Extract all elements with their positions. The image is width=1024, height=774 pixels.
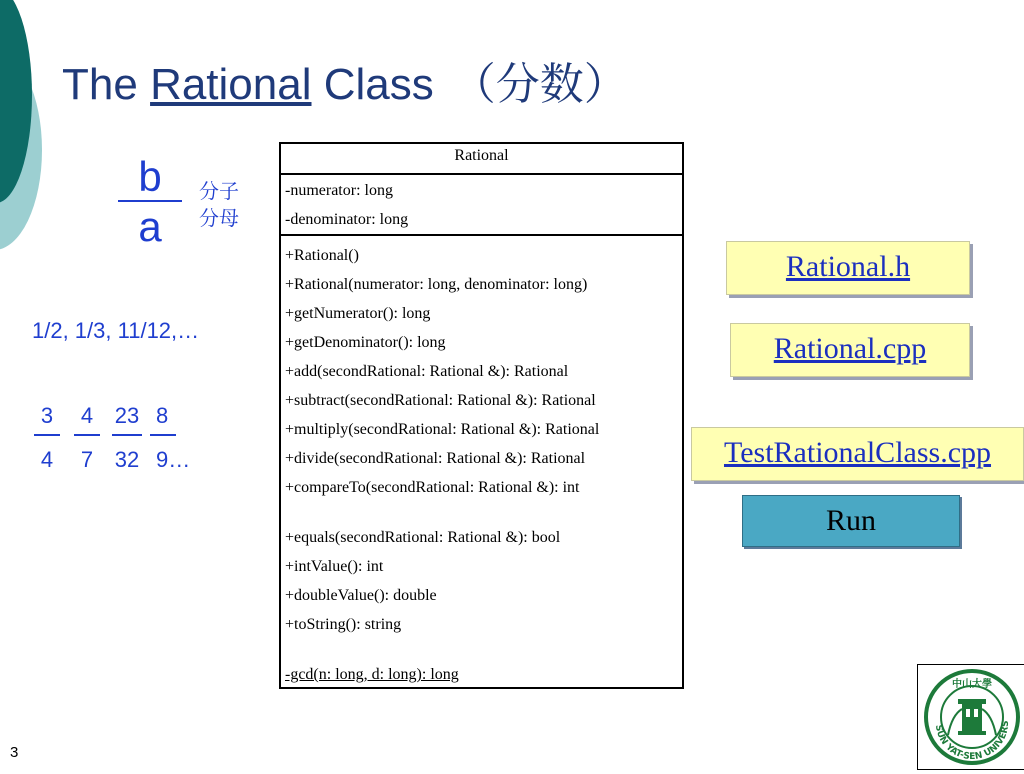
title-suffix: Class [323,60,434,109]
title-rational-word: Rational [150,60,312,109]
uml-method: +add(secondRational: Rational &): Rational [285,363,569,380]
rational-cpp-link[interactable]: Rational.cpp [730,323,970,377]
uml-method: +toString(): string [285,616,402,633]
uml-method-private: -gcd(n: long, d: long): long [285,666,459,683]
uml-method: +Rational(numerator: long, denominator: long) [285,276,588,293]
fraction-labels [199,178,239,232]
stacked-bar [74,434,100,436]
fraction-denominator: a [138,203,162,250]
uml-divider [281,173,682,175]
stacked-denominator: 4 [40,447,54,472]
stacked-fraction [34,402,60,474]
fraction-examples: 1/2, 1/3, 11/12,… [32,318,200,343]
logo-ring-text: SUN YAT-SEN UNIVERS [932,720,1012,763]
fraction-numerator: b [138,153,162,200]
uml-method: +compareTo(secondRational: Rational &): int [285,479,580,496]
stacked-bar [34,434,60,436]
stacked-fraction [150,402,200,474]
stacked-fraction [74,402,100,474]
uml-method: +equals(secondRational: Rational &): bool [285,529,561,546]
uml-method: +intValue(): int [285,558,384,575]
logo-seal-chars: 中山大學 [952,679,992,690]
stacked-numerator: 3 [40,403,54,428]
stacked-denominator: 7 [80,447,94,472]
uml-attribute: -numerator: long [285,182,393,199]
stacked-fraction [112,402,142,474]
stacked-bar [112,434,142,436]
uml-class-diagram [279,142,684,689]
uml-class-name: Rational [454,147,509,164]
fraction-b-over-a [118,153,182,250]
uml-method: +getDenominator(): long [285,334,446,351]
uml-method: +doubleValue(): double [285,587,437,604]
stacked-numerator: 23 [114,403,140,428]
sysu-seal-icon [918,665,1024,769]
decorative-circles [0,0,60,260]
stacked-numerator: 8 [156,403,169,428]
fraction-bar [118,200,182,202]
numerator-label: 分子 [199,179,239,203]
rational-h-link[interactable]: Rational.h [726,241,970,295]
stacked-denominator: 32 [114,447,140,472]
run-button[interactable]: Run [742,495,960,547]
uml-method: +divide(secondRational: Rational &): Rational [285,450,586,467]
denominator-label: 分母 [199,206,239,230]
test-rational-class-cpp-link[interactable]: TestRationalClass.cpp [691,427,1024,481]
title-cjk: （分数） [451,59,628,110]
stacked-denominator: 9… [156,447,191,472]
stacked-bar [150,434,176,436]
uml-method: +multiply(secondRational: Rational &): Rational [285,421,600,438]
uml-method: +Rational() [285,247,359,264]
university-logo [917,664,1024,770]
stacked-numerator: 4 [80,403,94,428]
page-title [62,48,628,112]
uml-method: +subtract(secondRational: Rational &): Rational [285,392,596,409]
uml-method: +getNumerator(): long [285,305,431,322]
slide-number: 3 [10,744,19,761]
title-prefix: The [62,60,138,109]
uml-divider [281,234,682,236]
uml-attribute: -denominator: long [285,211,409,228]
